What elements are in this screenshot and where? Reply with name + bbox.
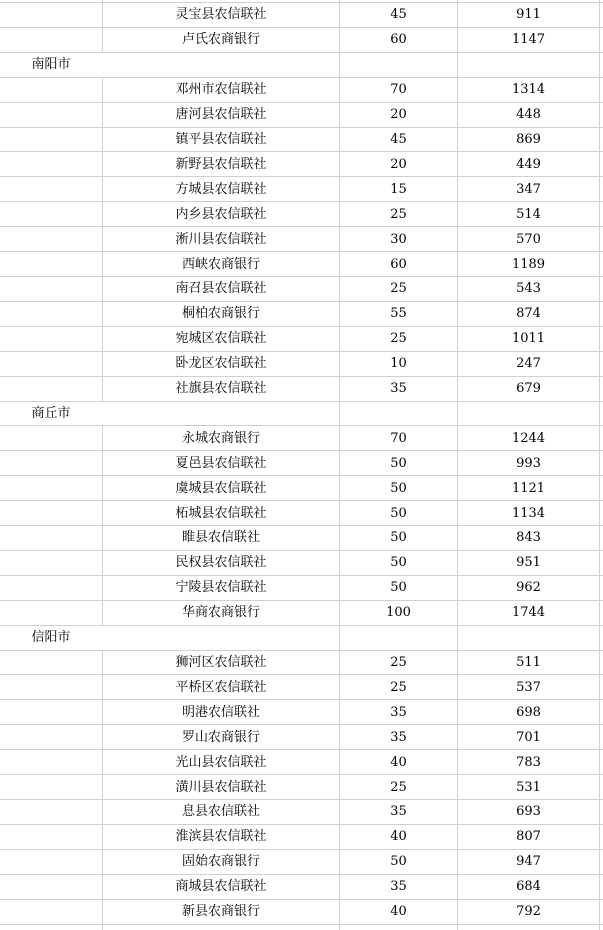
value1-cell: 50	[340, 476, 458, 500]
institution-cell: 灵宝县农信联社	[103, 3, 340, 27]
table-row	[0, 28, 603, 53]
city-cell	[0, 601, 103, 625]
city-cell	[0, 128, 103, 152]
city-cell	[0, 28, 103, 52]
institution-cell: 宛城区农信联社	[103, 327, 340, 351]
city-cell	[0, 426, 103, 450]
table-row	[0, 426, 603, 451]
city-cell: 信阳市	[31, 630, 71, 646]
value2-cell: 693	[458, 800, 600, 824]
table-row	[0, 526, 603, 551]
institution-cell: 商城县农信联社	[103, 875, 340, 899]
value2-cell: 911	[458, 3, 600, 27]
table-row	[0, 501, 603, 526]
institution-cell: 永城农商银行	[103, 426, 340, 450]
value1-cell: 40	[340, 750, 458, 774]
city-cell	[0, 327, 103, 351]
value1-cell	[340, 53, 458, 77]
value1-cell: 60	[340, 28, 458, 52]
city-cell	[0, 103, 103, 127]
city-cell	[0, 476, 103, 500]
institution-cell: 罗山农商银行	[103, 725, 340, 749]
city-cell	[0, 675, 103, 699]
institution-cell: 南召县农信联社	[103, 277, 340, 301]
value2-cell: 1314	[458, 78, 600, 102]
institution-cell: 民权县农信联社	[103, 551, 340, 575]
institution-cell: 桐柏农商银行	[103, 302, 340, 326]
city-cell	[0, 850, 103, 874]
city-cell: 商丘市	[31, 405, 71, 421]
value2-cell: 570	[458, 227, 600, 251]
city-cell	[0, 451, 103, 475]
table-body	[0, 3, 603, 925]
value2-cell: 869	[458, 128, 600, 152]
value2-cell: 783	[458, 750, 600, 774]
table-row	[0, 103, 603, 128]
city-cell	[0, 177, 103, 201]
city-row	[0, 402, 603, 427]
institution-cell: 邓州市农信联社	[103, 78, 340, 102]
city-cell	[0, 277, 103, 301]
table-row	[0, 750, 603, 775]
value1-cell: 50	[340, 551, 458, 575]
value2-cell: 843	[458, 526, 600, 550]
institution-cell: 宁陵县农信联社	[103, 576, 340, 600]
value1-cell: 50	[340, 526, 458, 550]
value1-cell: 35	[340, 800, 458, 824]
table-row	[0, 3, 603, 28]
city-cell	[0, 501, 103, 525]
value2-cell: 1134	[458, 501, 600, 525]
table-row	[0, 651, 603, 676]
value1-cell: 35	[340, 377, 458, 401]
institution-cell	[103, 53, 340, 77]
value2-cell: 514	[458, 202, 600, 226]
value1-cell: 15	[340, 177, 458, 201]
table-row	[0, 850, 603, 875]
city-cell	[0, 576, 103, 600]
city-cell	[0, 725, 103, 749]
table-row	[0, 377, 603, 402]
institution-cell: 狮河区农信联社	[103, 651, 340, 675]
value1-cell: 60	[340, 252, 458, 276]
table-row	[0, 775, 603, 800]
value2-cell: 531	[458, 775, 600, 799]
value2-cell: 951	[458, 551, 600, 575]
value1-cell: 45	[340, 128, 458, 152]
table-row	[0, 177, 603, 202]
city-cell	[0, 775, 103, 799]
table-row	[0, 128, 603, 153]
value1-cell: 50	[340, 501, 458, 525]
value1-cell: 25	[340, 775, 458, 799]
city-cell: 南阳市	[31, 57, 71, 73]
value1-cell: 20	[340, 152, 458, 176]
value2-cell	[458, 53, 600, 77]
institution-cell: 息县农信联社	[103, 800, 340, 824]
institution-cell: 明港农信联社	[103, 700, 340, 724]
institution-cell: 卧龙区农信联社	[103, 352, 340, 376]
city-cell	[0, 750, 103, 774]
value1-cell: 40	[340, 825, 458, 849]
institution-cell	[103, 402, 340, 426]
value2-cell: 449	[458, 152, 600, 176]
value1-cell: 55	[340, 302, 458, 326]
value2-cell: 962	[458, 576, 600, 600]
city-row	[0, 53, 603, 78]
value1-cell	[340, 402, 458, 426]
table-row	[0, 800, 603, 825]
value2-cell: 1189	[458, 252, 600, 276]
table-row	[0, 875, 603, 900]
value1-cell: 25	[340, 327, 458, 351]
table-row	[0, 900, 603, 925]
institution-cell: 潢川县农信联社	[103, 775, 340, 799]
institution-cell: 卢氏农商银行	[103, 28, 340, 52]
table-row	[0, 152, 603, 177]
value2-cell: 543	[458, 277, 600, 301]
institution-cell: 镇平县农信联社	[103, 128, 340, 152]
table-row	[0, 78, 603, 103]
city-row	[0, 626, 603, 651]
table-row	[0, 551, 603, 576]
value2-cell: 684	[458, 875, 600, 899]
institution-cell: 西峡农商银行	[103, 252, 340, 276]
city-cell	[0, 78, 103, 102]
value1-cell: 40	[340, 900, 458, 924]
city-cell	[0, 152, 103, 176]
institution-cell: 固始农商银行	[103, 850, 340, 874]
value1-cell: 25	[340, 651, 458, 675]
value1-cell: 45	[340, 3, 458, 27]
table-row	[0, 202, 603, 227]
value1-cell: 50	[340, 451, 458, 475]
value1-cell	[340, 0, 458, 2]
city-cell	[0, 377, 103, 401]
city-cell	[0, 551, 103, 575]
city-cell	[0, 302, 103, 326]
institution-cell: 淮滨县农信联社	[103, 825, 340, 849]
value2-cell: 448	[458, 103, 600, 127]
value1-cell: 25	[340, 202, 458, 226]
value1-cell	[340, 626, 458, 650]
institution-cell: 睢县农信联社	[103, 526, 340, 550]
table-row	[0, 825, 603, 850]
institution-cell: 淅川县农信联社	[103, 227, 340, 251]
institution-cell: 新县农商银行	[103, 900, 340, 924]
table-row	[0, 700, 603, 725]
table-row	[0, 252, 603, 277]
table-row	[0, 476, 603, 501]
table-row	[0, 725, 603, 750]
table-row	[0, 227, 603, 252]
value2-cell: 874	[458, 302, 600, 326]
value1-cell: 35	[340, 875, 458, 899]
value2-cell	[458, 0, 600, 2]
institution-cell: 新野县农信联社	[103, 152, 340, 176]
value2-cell: 701	[458, 725, 600, 749]
city-cell	[0, 352, 103, 376]
value1-cell: 35	[340, 700, 458, 724]
table-row	[0, 327, 603, 352]
city-cell	[0, 3, 103, 27]
city-cell	[0, 825, 103, 849]
value1-cell: 35	[340, 725, 458, 749]
value2-cell: 807	[458, 825, 600, 849]
institution-cell	[103, 0, 340, 2]
city-cell	[0, 526, 103, 550]
table-row	[0, 451, 603, 476]
value1-cell: 30	[340, 227, 458, 251]
value2-cell: 679	[458, 377, 600, 401]
city-cell	[0, 875, 103, 899]
city-cell	[0, 700, 103, 724]
table-row	[0, 352, 603, 377]
city-cell	[0, 800, 103, 824]
value1-cell: 70	[340, 426, 458, 450]
value1-cell: 25	[340, 675, 458, 699]
value1-cell: 20	[340, 103, 458, 127]
institution-cell: 方城县农信联社	[103, 177, 340, 201]
value1-cell: 25	[340, 277, 458, 301]
institution-cell: 虞城县农信联社	[103, 476, 340, 500]
value1-cell: 50	[340, 576, 458, 600]
value2-cell: 537	[458, 675, 600, 699]
city-cell	[0, 252, 103, 276]
value1-cell: 70	[340, 78, 458, 102]
value2-cell: 347	[458, 177, 600, 201]
value2-cell: 1121	[458, 476, 600, 500]
city-cell	[0, 0, 103, 2]
institution-cell: 唐河县农信联社	[103, 103, 340, 127]
value2-cell: 993	[458, 451, 600, 475]
value2-cell	[458, 626, 600, 650]
city-cell	[0, 651, 103, 675]
institution-cell: 光山县农信联社	[103, 750, 340, 774]
institution-cell	[103, 626, 340, 650]
table-row	[0, 302, 603, 327]
institution-cell: 社旗县农信联社	[103, 377, 340, 401]
city-cell	[0, 900, 103, 924]
value2-cell: 698	[458, 700, 600, 724]
institution-cell: 柘城县农信联社	[103, 501, 340, 525]
value2-cell: 1147	[458, 28, 600, 52]
value2-cell: 947	[458, 850, 600, 874]
city-cell	[0, 202, 103, 226]
value2-cell: 511	[458, 651, 600, 675]
value2-cell: 1744	[458, 601, 600, 625]
value1-cell: 50	[340, 850, 458, 874]
institution-cell: 夏邑县农信联社	[103, 451, 340, 475]
table-row	[0, 277, 603, 302]
institution-cell: 华商农商银行	[103, 601, 340, 625]
city-cell	[0, 227, 103, 251]
value2-cell: 1011	[458, 327, 600, 351]
value1-cell: 10	[340, 352, 458, 376]
table-row	[0, 675, 603, 700]
institution-cell: 平桥区农信联社	[103, 675, 340, 699]
table-row	[0, 601, 603, 626]
value2-cell	[458, 402, 600, 426]
institution-cell: 内乡县农信联社	[103, 202, 340, 226]
value1-cell: 100	[340, 601, 458, 625]
table-row	[0, 576, 603, 601]
value2-cell: 1244	[458, 426, 600, 450]
value2-cell: 792	[458, 900, 600, 924]
value2-cell: 247	[458, 352, 600, 376]
